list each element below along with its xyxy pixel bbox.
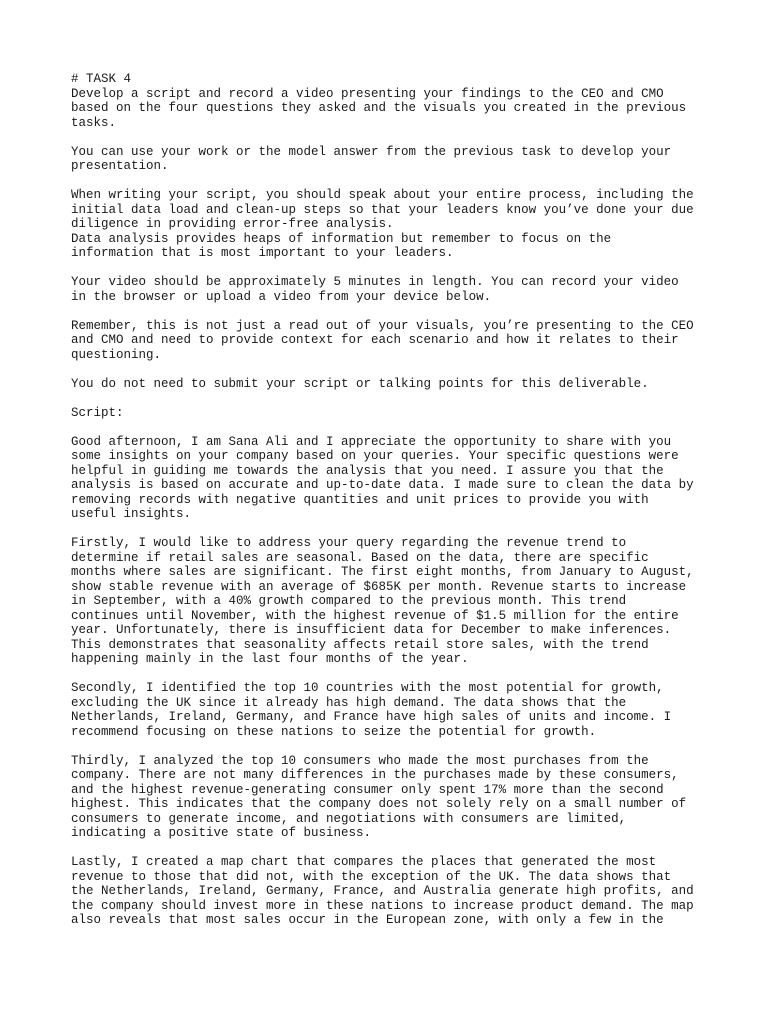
- text-line: Thirdly, I analyzed the top 10 consumers who made the most purchases from the: [71, 753, 649, 768]
- paragraph: [71, 536, 711, 667]
- text-line: diligence in providing error-free analysis.: [71, 217, 394, 231]
- text-line: months where sales are significant. The first eight months, from January to August,: [71, 565, 694, 579]
- text-line: continues until November, with the highest revenue of $1.5 million for the entire: [71, 608, 679, 623]
- text-line: and the highest revenue-generating consumer only spent 17% more than the second: [71, 782, 664, 797]
- text-line: in the browser or upload a video from your device below.: [71, 289, 492, 304]
- text-line: recommend focusing on these nations to seize the potential for growth.: [71, 724, 597, 739]
- paragraph: [71, 681, 711, 739]
- text-line: Netherlands, Ireland, Germany, and France have high sales of units and income. I: [71, 710, 672, 724]
- paragraph: [71, 377, 711, 392]
- text-line: consumers to generate income, and negotiations with consumers are limited,: [71, 811, 627, 826]
- text-line: Data analysis provides heaps of information but remember to focus on the: [71, 231, 612, 246]
- paragraph: [71, 435, 711, 522]
- text-line: company. There are not many differences in the purchases made by these consumers,: [71, 768, 679, 782]
- paragraph: [71, 275, 711, 304]
- text-line: determine if retail sales are seasonal. Based on the data, there are specific: [71, 550, 649, 565]
- text-line: indicating a positive state of business.: [71, 826, 372, 840]
- text-line: tasks.: [71, 115, 117, 130]
- text-line: questioning.: [71, 347, 162, 362]
- text-line: useful insights.: [71, 507, 192, 521]
- text-line: and CMO and need to provide context for each scenario and how it relates to their: [71, 333, 679, 347]
- text-line: Script:: [71, 405, 124, 420]
- paragraph: [71, 855, 711, 928]
- text-line: removing records with negative quantities and unit prices to provide you with: [71, 492, 649, 507]
- text-line: You do not need to submit your script or talking points for this deliverable.: [71, 376, 649, 391]
- text-line: excluding the UK since it already has high demand. The data shows that the: [71, 695, 627, 710]
- text-line: Remember, this is not just a read out of your visuals, you’re presenting to the CEO: [71, 318, 694, 333]
- paragraph: [71, 406, 711, 421]
- text-line: Firstly, I would like to address your query regarding the revenue trend to: [71, 536, 627, 550]
- paragraph: [71, 72, 711, 130]
- paragraph: [71, 145, 711, 174]
- text-line: Your video should be approximately 5 minutes in length. You can record your video: [71, 275, 679, 289]
- text-line: also reveals that most sales occur in the European zone, with only a few in the: [71, 913, 664, 927]
- text-line: Good afternoon, I am Sana Ali and I appreciate the opportunity to share with you: [71, 434, 672, 449]
- text-line: happening mainly in the last four months of the year.: [71, 652, 469, 666]
- text-line: the company should invest more in these nations to increase product demand. The map: [71, 898, 694, 913]
- text-line: information that is most important to your leaders.: [71, 246, 454, 260]
- text-line: When writing your script, you should speak about your entire process, including the: [71, 188, 694, 202]
- text-line: year. Unfortunately, there is insufficient data for December to make inferences.: [71, 623, 672, 637]
- text-line: show stable revenue with an average of $685K per month. Revenue starts to increase: [71, 579, 687, 594]
- paragraph: [71, 188, 711, 261]
- text-line: helpful in guiding me towards the analysis that you need. I assure you that the: [71, 463, 664, 478]
- text-line: highest. This indicates that the company does not solely rely on a small number of: [71, 797, 687, 811]
- document-page: [71, 72, 711, 942]
- text-line: some insights on your company based on your queries. Your specific questions were: [71, 449, 679, 463]
- paragraph: [71, 754, 711, 841]
- text-line: Develop a script and record a video presenting your findings to the CEO and CMO: [71, 86, 664, 101]
- text-line: This demonstrates that seasonality affects retail store sales, with the trend: [71, 637, 649, 652]
- text-line: initial data load and clean-up steps so that your leaders know you’ve done your due: [71, 202, 694, 217]
- text-line: Lastly, I created a map chart that compares the places that generated the most: [71, 855, 657, 869]
- text-line: You can use your work or the model answer from the previous task to develop your: [71, 144, 672, 159]
- text-line: based on the four questions they asked and the visuals you created in the previous: [71, 101, 687, 115]
- text-line: presentation.: [71, 159, 169, 173]
- text-line: analysis is based on accurate and up-to-date data. I made sure to clean the data by: [71, 478, 694, 492]
- text-line: revenue to those that did not, with the exception of the UK. The data shows that: [71, 869, 672, 884]
- text-line: # TASK 4: [71, 72, 132, 86]
- text-line: the Netherlands, Ireland, Germany, France, and Australia generate high profits, and: [71, 884, 694, 898]
- paragraph: [71, 319, 711, 363]
- text-line: in September, with a 40% growth compared to the previous month. This trend: [71, 594, 627, 608]
- text-line: Secondly, I identified the top 10 countries with the most potential for growth,: [71, 681, 664, 695]
